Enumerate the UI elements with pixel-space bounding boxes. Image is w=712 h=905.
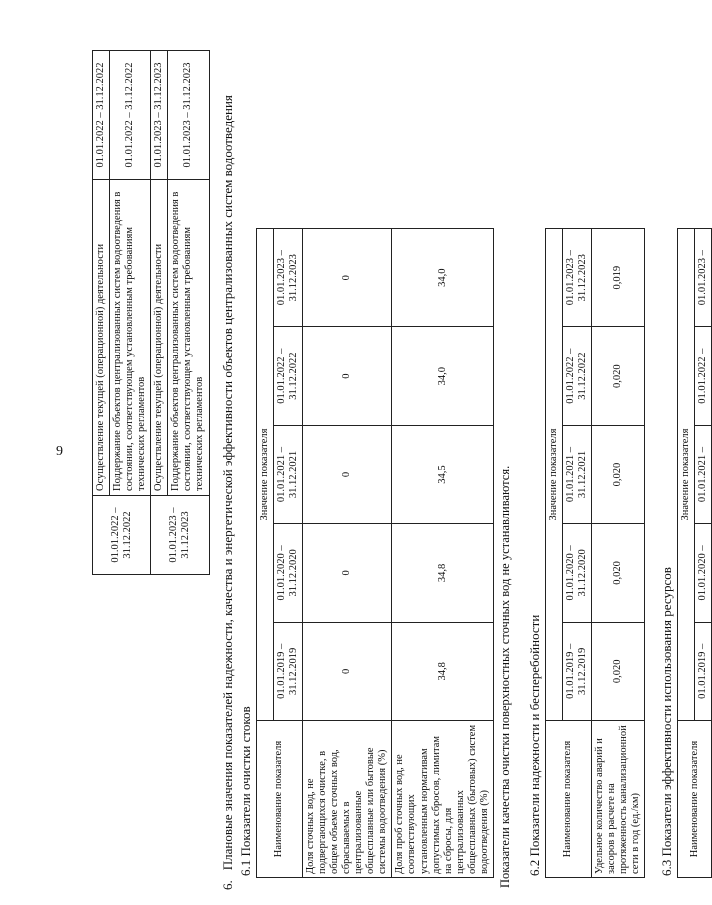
value-cell: 34,8 (392, 524, 494, 622)
dates-cell: 01.01.2023 – 31.12.2023 (151, 51, 168, 180)
indicator-name: Доля сточных вод, не подвергающихся очистке, в общем объеме сточных вод, сбрасываемых в централизованные общесплавные или бытовые системы водоотведения (%) (302, 721, 391, 878)
table-row (151, 51, 168, 575)
table-row (392, 229, 494, 878)
header-name: Наименование показателя (678, 721, 712, 878)
value-cell: 34,8 (392, 622, 494, 720)
resource-efficiency-table (677, 228, 712, 878)
subsection-6-2-title: 6.2 Показатели надежности и бесперебойности (526, 614, 542, 876)
period-header: 01.01.2023 – 31.12.2023 (562, 229, 591, 327)
period-cell: 01.01.2023 – 31.12.2023 (151, 496, 209, 575)
subsection-6-1-title: 6.1 Показатели очистки стоков (237, 706, 253, 876)
value-cell: 0,020 (592, 327, 645, 425)
measures-table (92, 50, 210, 575)
header-name: Наименование показателя (256, 721, 302, 878)
period-header: 01.01.2020 – 31.12.2020 (273, 524, 302, 622)
value-cell: 0 (302, 425, 391, 523)
value-cell: 0 (302, 327, 391, 425)
dates-cell: 01.01.2022 – 31.12.2022 (93, 51, 110, 180)
subsection-6-3-title: 6.3 Показатели эффективности использования ресурсов (659, 567, 675, 876)
value-cell: 0,020 (592, 425, 645, 523)
value-cell: 34,0 (392, 327, 494, 425)
period-header: 01.01.2022 – 31.12.2022 (273, 327, 302, 425)
value-cell: 0 (302, 622, 391, 720)
header-value: Значение показателя (545, 229, 562, 721)
period-header: 01.01.2023 – (695, 229, 712, 327)
value-cell: 34,0 (392, 229, 494, 327)
period-header: 01.01.2022 – 31.12.2022 (562, 327, 591, 425)
period-header: 01.01.2019 – (695, 622, 712, 720)
period-header: 01.01.2022 – (695, 327, 712, 425)
period-header: 01.01.2020 – 31.12.2020 (562, 524, 591, 622)
reliability-table (545, 228, 645, 878)
value-cell: 34,5 (392, 425, 494, 523)
section-title: Плановые значения показателей надежности, качества и энергетической эффективности объектов централизованных систем водоотведения (219, 95, 235, 871)
table-row (592, 229, 645, 878)
table-row (302, 229, 391, 878)
activity-cell: Осуществление текущей (операционной) деятельности (93, 180, 110, 496)
value-cell: 0 (302, 229, 391, 327)
header-value: Значение показателя (256, 229, 273, 721)
period-cell: 01.01.2022 – 31.12.2022 (93, 496, 151, 575)
dates-cell: 01.01.2022 – 31.12.2022 (110, 51, 151, 180)
period-header: 01.01.2021 – 31.12.2021 (562, 425, 591, 523)
surface-water-note: Показатели качества очистки поверхностных сточных вод не устанавливаются. (497, 465, 512, 888)
header-value: Значение показателя (678, 229, 695, 721)
section-6-heading (220, 40, 236, 890)
wastewater-treatment-table (256, 228, 494, 878)
indicator-name: Доля проб сточных вод, не соответствующих установленным нормативам допустимых сбросов, лимитам на сбросы, для централизованных общесплавных (бытовых) систем водоотведения (%) (392, 721, 494, 878)
activity-cell: Поддержание объектов централизованных систем водоотведения в состоянии, соответствующем установленным требованиям технических регламентов (110, 180, 151, 496)
dates-cell: 01.01.2023 – 31.12.2023 (168, 51, 209, 180)
value-cell: 0 (302, 524, 391, 622)
period-header: 01.01.2021 – (695, 425, 712, 523)
period-header: 01.01.2019 – 31.12.2019 (273, 622, 302, 720)
period-header: 01.01.2019 – 31.12.2019 (562, 622, 591, 720)
header-name: Наименование показателя (545, 721, 591, 878)
table-row (93, 51, 110, 575)
rotated-page-content (92, 40, 709, 890)
indicator-name: Удельное количество аварий и засоров в расчете на протяженность канализационной сети в год (ед./км) (592, 721, 645, 878)
page-number: 9 (56, 444, 63, 459)
resource-efficiency-table-clip (677, 40, 709, 890)
value-cell: 0,019 (592, 229, 645, 327)
period-header: 01.01.2020 – (695, 524, 712, 622)
value-cell: 0,020 (592, 622, 645, 720)
activity-cell: Осуществление текущей (операционной) деятельности (151, 180, 168, 496)
period-header: 01.01.2021 – 31.12.2021 (273, 425, 302, 523)
section-number: 6. (219, 880, 235, 890)
activity-cell: Поддержание объектов централизованных систем водоотведения в состоянии, соответствующем установленным требованиям технических регламентов (168, 180, 209, 496)
value-cell: 0,020 (592, 524, 645, 622)
period-header: 01.01.2023 – 31.12.2023 (273, 229, 302, 327)
